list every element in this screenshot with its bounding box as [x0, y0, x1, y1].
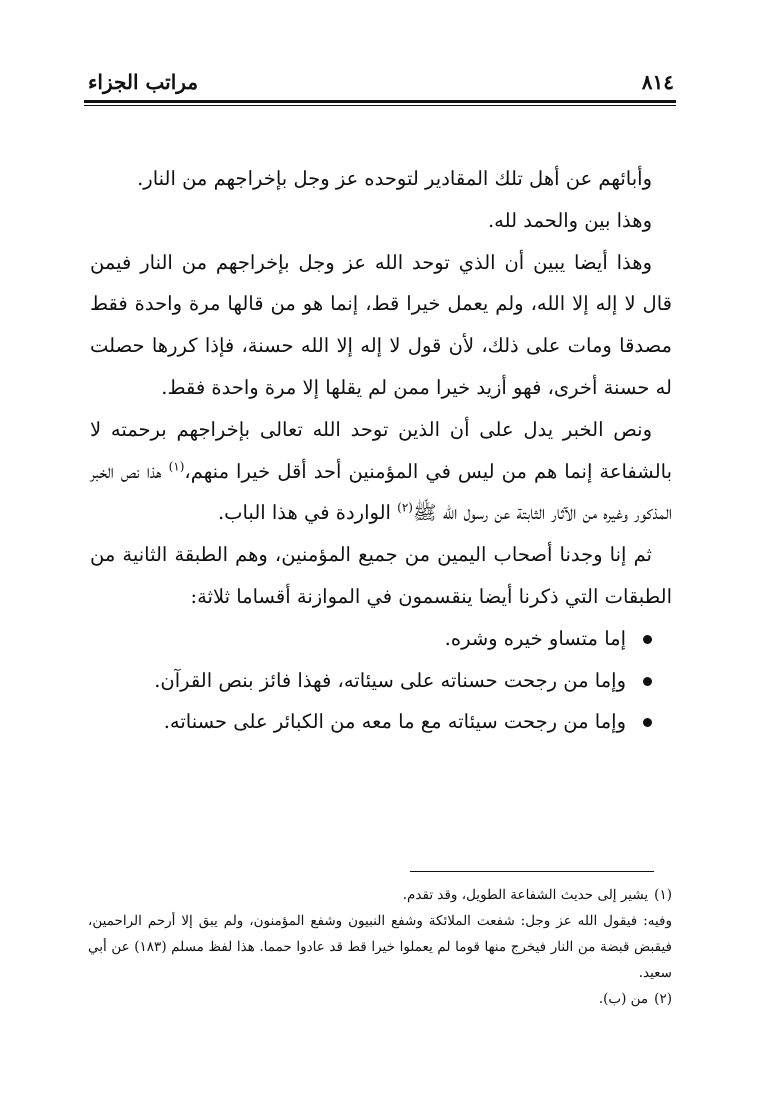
paragraph-4 [90, 409, 672, 534]
list-item-text: وإما من رجحت حسناته على سيئاته، فهذا فائز بنص القرآن. [154, 668, 626, 692]
paragraph-5: ثم إنا وجدنا أصحاب اليمين من جميع المؤمنين، وهم الطبقة الثانية من الطبقات التي ذكرنا أيضا ينقسمون في الموازنة أقساما ثلاثة: [90, 543, 672, 608]
footnote-2-number: (٢) [654, 991, 672, 1007]
bullet-icon [643, 718, 652, 727]
footnote-1 [88, 882, 672, 908]
paragraph-2: وهذا بين والحمد لله. [487, 208, 652, 232]
paragraph-4-part-1: ونص الخبر يدل على أن الذين توحد الله تعالى بإخراجهم برحمته لا بالشفاعة إنما هم من ليس في المؤمنين أحد أقل خيرا منهم، [90, 417, 672, 483]
footnote-1-continuation: وفيه: فيقول الله عز وجل: شفعت الملائكة وشفع النبيون وشفع المؤمنون، ولم يبق إلا أرحم الراحمين، فيقبض قبضة من النار فيخرج منها قوما لم يعملوا خيرا قط قد عادوا حمما. هذا لفظ مسلم (١٨٣) عن أبي سعيد. [88, 913, 672, 981]
list-item [90, 660, 672, 702]
paragraph-1: وأبائهم عن أهل تلك المقادير لتوحده عز وجل بإخراجهم من النار. [137, 167, 652, 190]
paragraph-3: وهذا أيضا يبين أن الذي توحد الله عز وجل بإخراجهم من النار فيمن قال لا إله إلا الله، ولم يعمل خيرا قط، إنما هو من قالها مرة واحدة فقط مصدقا ومات على ذلك، لأن قول لا إله إلا الله حسنة، فإذا كررها حصلت له حسنة أخرى، فهو أزيد خيرا ممن لم يقلها إلا مرة واحدة فقط. [90, 250, 672, 399]
footnote-1-line-1: يشير إلى حديث الشفاعة الطويل، وقد تقدم. [402, 887, 649, 903]
list-item [90, 618, 672, 660]
list-item [90, 701, 672, 743]
footnote-2-text: من (ب). [598, 991, 649, 1007]
paragraph-4-part-3: الواردة في هذا الباب. [217, 501, 398, 525]
footnote-separator [410, 871, 654, 872]
bullet-list [90, 618, 672, 743]
paragraph-4-part-2: هذا نص الخبر المذكور وغيره من الآثار الثابتة عن رسول الله ﷺ [90, 459, 672, 525]
list-item-text: إما متساو خيره وشره. [444, 626, 626, 650]
footnote-2 [88, 986, 672, 1012]
footnote-ref-1[interactable]: (١) [168, 459, 185, 474]
list-item-text: وإما من رجحت سيئاته مع ما معه من الكبائر على حسناته. [163, 710, 626, 734]
header-rule [84, 100, 676, 106]
footnotes [88, 882, 672, 1012]
bullet-icon [643, 635, 652, 644]
running-title: مراتب الجزاء [88, 70, 199, 94]
main-text [90, 158, 672, 743]
bullet-icon [643, 677, 652, 686]
footnote-ref-2[interactable]: (٢) [397, 500, 413, 515]
footnote-1-number: (١) [654, 887, 672, 903]
page-number: ٨١٤ [641, 70, 674, 94]
page-header [88, 70, 674, 98]
